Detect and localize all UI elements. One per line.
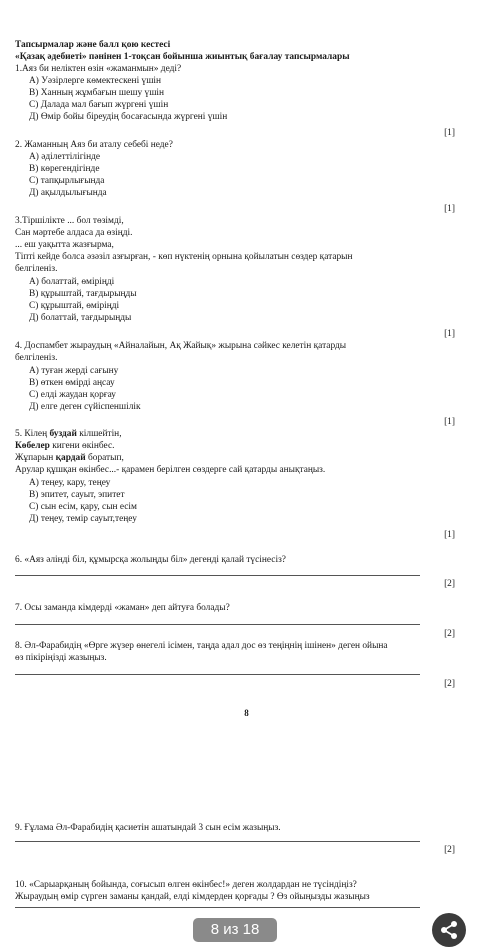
question-3-line-1: 3.Тіршілікте ... бол төзімді, xyxy=(15,216,124,226)
q3-option-b: В) құрыштай, тағдырыңды xyxy=(29,289,137,299)
question-3-line-4: Тіпті кейде болса әзәзіл азғырған, - көп нүктенің орнына қойылатын сөздер қатарын xyxy=(15,252,353,262)
question-6: 6. «Аяз әлінді біл, құмырсқа жолыңды біл» дегенді қалай түсінесіз? xyxy=(15,555,286,565)
question-2: 2. Жаманның Аяз би аталу себебі неде? xyxy=(15,140,173,150)
question-3-line-2: Сан мәртебе алдаса да өзіңді. xyxy=(15,228,133,238)
q5-option-c: С) сын есім, қару, сын есім xyxy=(29,502,137,512)
q8-mark: [2] xyxy=(444,679,455,689)
q3-option-c: С) құрыштай, өміріңді xyxy=(29,301,120,311)
q2-option-d: Д) ақылдылығында xyxy=(29,188,107,198)
q5-text: кілшейтін, xyxy=(76,429,122,439)
answer-line xyxy=(15,907,420,908)
q1-mark: [1] xyxy=(444,128,455,138)
question-5-line-4: Арулар құшқан өкінбес...- қарамен берілген сөздерге сай қатарды анықтаңыз. xyxy=(15,465,326,475)
question-10-line-2: Жыраудың өмір сүрген заманы қандай, елді кімдерден қорғады ? Өз ойыңызды жазыңыз xyxy=(15,892,370,902)
q5-text: Жұпарын xyxy=(15,453,56,463)
q9-mark: [2] xyxy=(444,845,455,855)
answer-line xyxy=(15,624,420,625)
q1-option-b: В) Ханның жұмбағын шешу үшін xyxy=(29,88,165,98)
question-4-line-2: белгіленіз. xyxy=(15,353,58,363)
question-5-line-2 xyxy=(15,441,114,452)
question-4-line-1: 4. Доспамбет жыраудың «Айналайын, Ақ Жайық» жырына сәйкес келетін қатарды xyxy=(15,341,347,351)
q3-mark: [1] xyxy=(444,329,455,339)
question-9: 9. Ғұлама Әл-Фарабидің қасиетін ашатындай 3 сын есім жазыңыз. xyxy=(15,823,281,833)
q4-option-c: С) елді жаудан қорғау xyxy=(29,390,116,400)
question-10-line-1: 10. «Сарыарқаның бойында, соғысып өлген өкінбес!» деген жолдардан не түсіндіңіз? xyxy=(15,880,357,890)
q5-option-a: А) теңеу, кару, теңеу xyxy=(29,478,111,488)
q5-text: 5. Кілең xyxy=(15,429,50,439)
q1-option-d: Д) Өмір бойы біреудің босағасында жүргені үшін xyxy=(29,112,228,122)
q5-bold-word: буздай xyxy=(49,429,77,439)
q7-mark: [2] xyxy=(444,629,455,639)
q5-bold-word: Көбелер xyxy=(15,441,50,451)
q4-mark: [1] xyxy=(444,417,455,427)
share-button[interactable] xyxy=(432,913,466,947)
doc-subtitle: «Қазақ әдебиеті» пәнінен 1-тоқсан бойынша жиынтық бағалау тапсырмалары xyxy=(15,52,350,62)
q5-text: кигени өкінбес. xyxy=(49,441,115,451)
question-5-line-3 xyxy=(15,453,124,464)
q1-option-c: С) Далада мал бағып жүргені үшін xyxy=(29,100,169,110)
answer-line xyxy=(15,674,420,675)
q2-option-c: С) тапқырлығында xyxy=(29,176,105,186)
q1-option-a: А) Уәзірлерге көмектескені үшін xyxy=(29,76,162,86)
q2-option-a: А) әділеттілігінде xyxy=(29,152,101,162)
q4-option-a: А) туған жерді сағыну xyxy=(29,366,119,376)
answer-line xyxy=(15,575,420,576)
answer-line xyxy=(15,841,420,842)
question-1: 1.Аяз би неліктен өзін «жаманмын» деді? xyxy=(15,64,182,74)
q5-mark: [1] xyxy=(444,530,455,540)
question-3-line-3: ... еш уақытта жазғырма, xyxy=(15,240,114,250)
page-indicator[interactable]: 8 из 18 xyxy=(193,918,277,942)
page-number: 8 xyxy=(244,708,249,718)
doc-title: Тапсырмалар және балл қою кестесі xyxy=(15,40,171,50)
question-7: 7. Осы заманда кімдерді «жаман» деп айтуға болады? xyxy=(15,603,230,613)
question-3-line-5: белгіленіз. xyxy=(15,264,58,274)
q3-option-d: Д) болаттай, тағдырыңды xyxy=(29,313,132,323)
question-8-line-2: өз пікіріңізді жазыңыз. xyxy=(15,653,107,663)
q5-option-d: Д) теңеу, темір сауыт,теңеу xyxy=(29,514,137,524)
q5-option-b: В) эпитет, сауыт, эпитет xyxy=(29,490,125,500)
q2-option-b: В) көрегендігінде xyxy=(29,164,100,174)
q5-text: боратып, xyxy=(85,453,124,463)
q2-mark: [1] xyxy=(444,204,455,214)
q3-option-a: А) болаттай, өміріңді xyxy=(29,277,115,287)
q4-option-d: Д) елге деген сүйіспеншілік xyxy=(29,402,141,412)
question-5-line-1 xyxy=(15,429,122,440)
share-icon xyxy=(439,920,459,940)
q5-bold-word: қардай xyxy=(55,453,86,463)
question-8-line-1: 8. Әл-Фарабидің «Өрге жүзер өнегелі ісімен, таңда адал дос өз теңіңнің ішінен» деген ойына xyxy=(15,641,388,651)
q4-option-b: В) өткен өмірді аңсау xyxy=(29,378,115,388)
q6-mark: [2] xyxy=(444,579,455,589)
